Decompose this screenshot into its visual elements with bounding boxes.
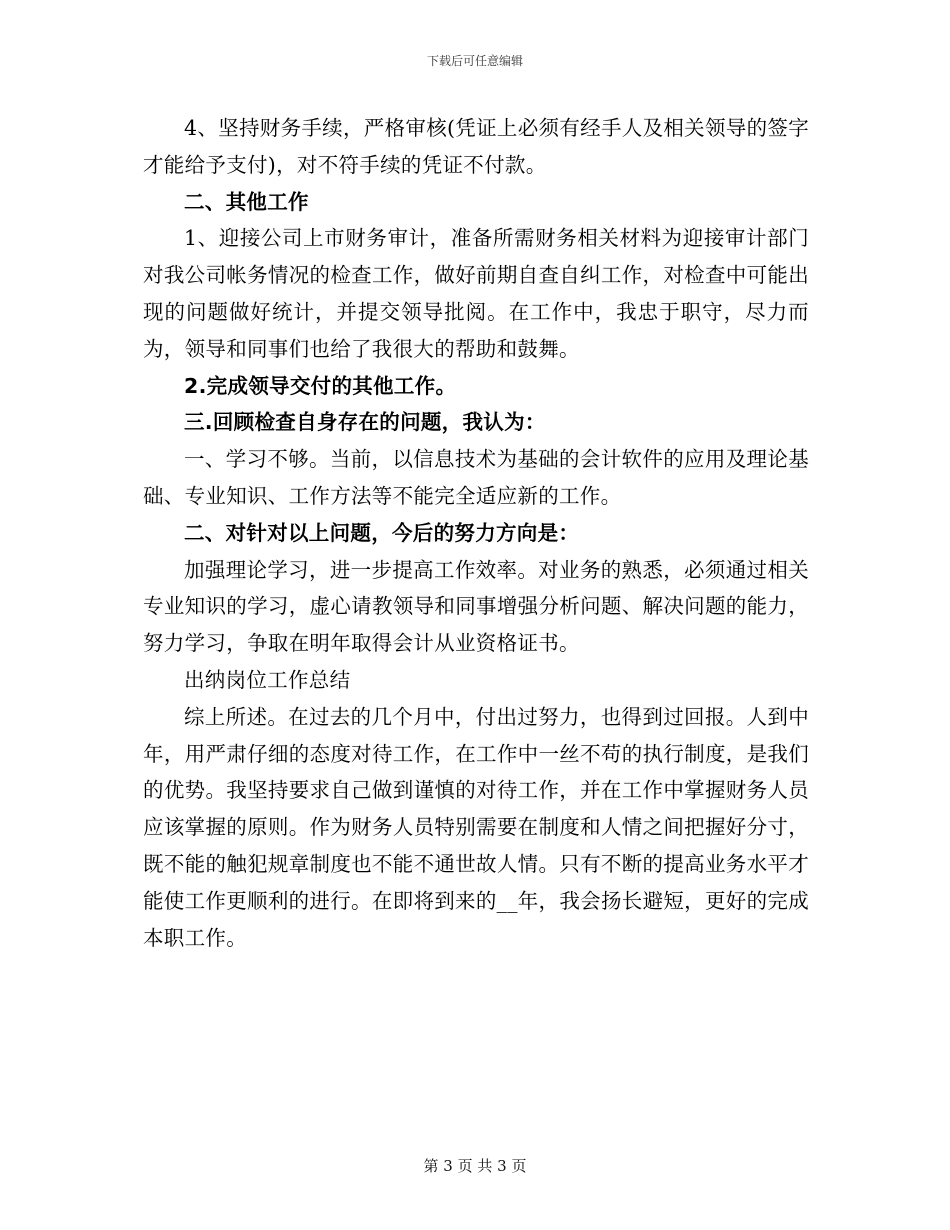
section-heading-future-direction: 二、对针对以上问题，今后的努力方向是： (184, 520, 580, 545)
paragraph-insufficient-study: 一、学习不够。当前，以信息技术为基础的会计软件的应用及理论基础、专业知识、工作方法等不能完全适应新的工作。 (143, 447, 809, 508)
heading-other-tasks: 2.完成领导交付的其他工作。 (184, 373, 457, 398)
document-body (143, 110, 809, 956)
paragraph-audit-procedure: 4、坚持财务手续，严格审核(凭证上必须有经手人及相关领导的签字才能给予支付)，对不符手续的凭证不付款。 (143, 116, 809, 177)
subtitle-cashier-summary: 出纳岗位工作总结 (184, 667, 351, 692)
paragraph-strengthen-study: 加强理论学习，进一步提高工作效率。对业务的熟悉，必须通过相关专业知识的学习，虚心请教领导和同事增强分析问题、解决问题的能力，努力学习，争取在明年取得会计从业资格证书。 (143, 557, 809, 656)
paragraph-conclusion: 综上所述。在过去的几个月中，付出过努力，也得到过回报。人到中年，用严肃仔细的态度对待工作，在工作中一丝不苟的执行制度，是我们的优势。我坚持要求自己做到谨慎的对待工作，并在工作中掌握财务人员应该掌握的原则。作为财务人员特别需要在制度和人情之间把握好分寸，既不能的触犯规章制度也不能不通世故人情。只有不断的提高业务水平才能使工作更顺利的进行。在即将到来的__年，我会扬长避短，更好的完成本职工作。 (143, 704, 809, 950)
header-note: 下载后可任意编辑 (426, 54, 523, 68)
section-heading-review-problems: 三.回顾检查自身存在的问题，我认为： (184, 410, 546, 435)
section-heading-other-work: 二、其他工作 (184, 189, 309, 214)
paragraph-audit-preparation: 1、迎接公司上市财务审计，准备所需财务相关材料为迎接审计部门对我公司帐务情况的检查工作，做好前期自查自纠工作，对检查中可能出现的问题做好统计，并提交领导批阅。在工作中，我忠于职守，尽力而为，领导和同事们也给了我很大的帮助和鼓舞。 (143, 226, 809, 361)
page-number: 第 3 页 共 3 页 (423, 1157, 527, 1175)
